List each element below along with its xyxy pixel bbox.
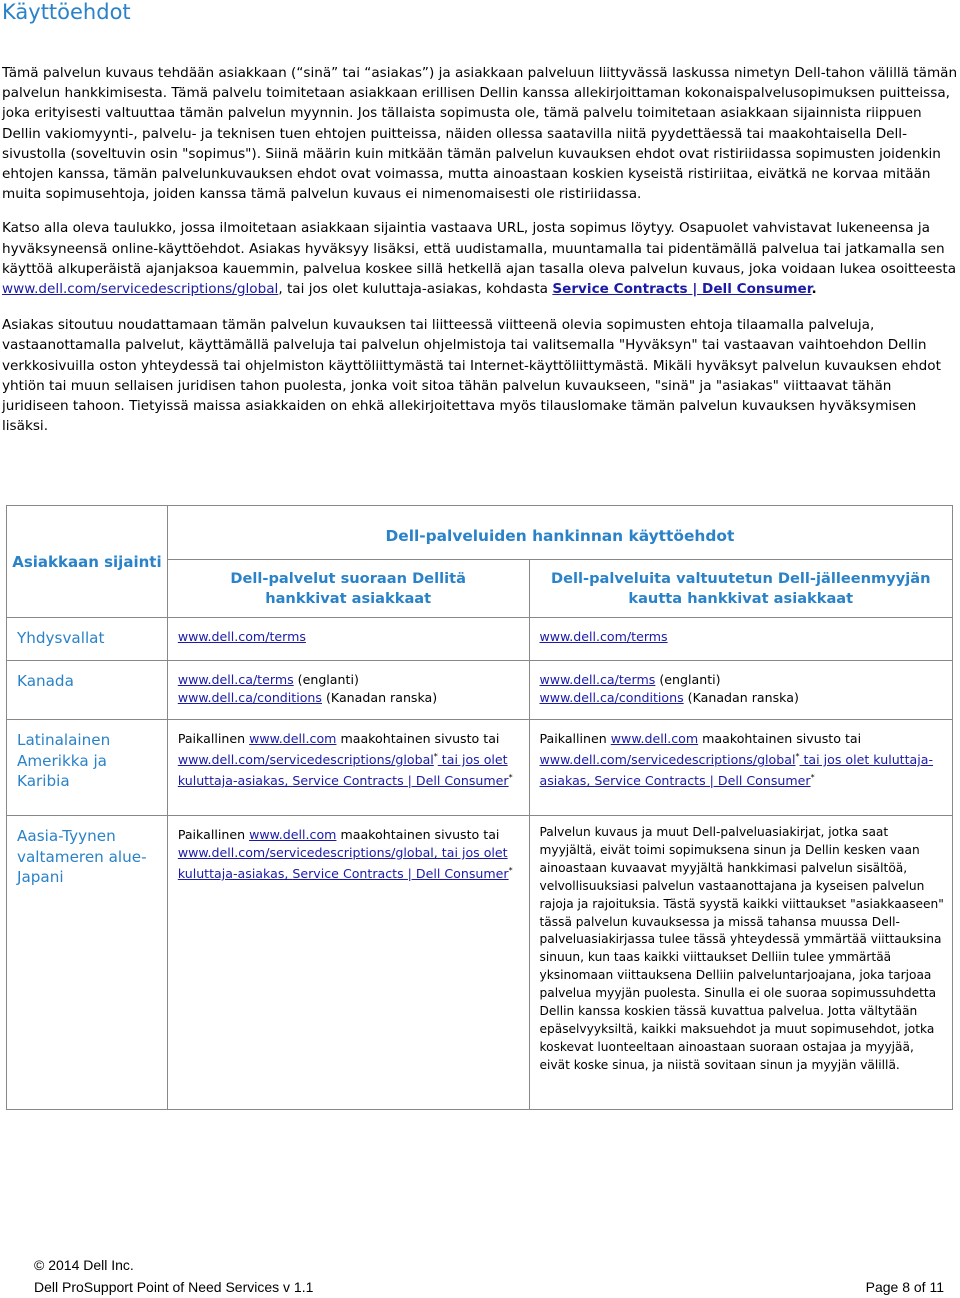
ca-reseller-note-fr: (Kanadan ranska) (683, 690, 799, 705)
location-ca: Kanada (17, 672, 74, 690)
footer-bar (34, 1279, 944, 1295)
latam-direct-mid: maakohtainen sivusto tai (336, 731, 500, 746)
latam-reseller-mid: maakohtainen sivusto tai (698, 731, 862, 746)
reseller-header-cell (529, 560, 953, 618)
ca-note-en: (englanti) (293, 672, 359, 687)
ca-terms-link[interactable]: www.dell.ca/terms (177, 672, 294, 687)
cell-apj-direct (168, 816, 529, 891)
location-header-cell (7, 506, 168, 618)
asterisk: * (508, 866, 513, 875)
location-us: Yhdysvallat (17, 629, 105, 647)
asterisk: * (810, 773, 815, 783)
table-row (7, 618, 953, 661)
ca-conditions-link[interactable]: www.dell.ca/conditions (177, 690, 322, 705)
direct-header-cell (167, 560, 529, 618)
group-header-cell (167, 506, 952, 560)
apj-direct-servicedescriptions-link[interactable]: www.dell.com/servicedescriptions/global, tai jos olet kuluttaja-asiakas, (177, 845, 508, 882)
reseller-header: Dell-palveluita valtuutetun Dell-jälleenmyyjän kautta hankkivat asiakkaat (551, 569, 931, 607)
cell-ca-direct (168, 661, 529, 715)
location-latam: Latinalainen Amerikka ja Karibia (17, 731, 111, 790)
cell-us-direct (168, 618, 529, 654)
table-row (7, 816, 953, 1110)
direct-header: Dell-palvelut suoraan Dellitä hankkivat asiakkaat (230, 569, 466, 607)
asterisk: * (508, 773, 513, 783)
latam-direct-prefix: Paikallinen (177, 731, 250, 746)
intro-section (2, 63, 959, 452)
cell-us-reseller (530, 618, 953, 654)
page-title: Käyttöehdot (2, 0, 131, 24)
asterisk: * (795, 752, 800, 761)
apj-direct-dell-link[interactable]: www.dell.com (249, 827, 337, 842)
intro-paragraph-1: Tämä palvelun kuvaus tehdään asiakkaan (“sinä” tai “asiakas”) ja asiakkaan palveluun liittyvässä laskussa nimetyn Dell-tahon välillä tämän palvelun hankkimisesta. Tämä palvelu toimitetaan asiakkaan erillisen Dellin kanssa allekirjoittaman kokonaispalvelusopimuksen puitteissa, joka erityisesti valtuuttaa tämän palvelun myynnin. Jos tällaista sopimusta ole, tämä palvelu toimitetaan asiakkaan sijainnista riippuen Dellin vakiomyynti-, palvelu- ja teknisen tuen ehtojen puitteissa, näiden ollessa saatavilla niitä pyydettäessä tai maakohtaisella Dell-sivustolla (soveltuvin osin "sopimus"). Siinä määrin kuin mitkään tämän palvelun kuvauksen ehdot ovat ristiriidassa sopimusten joidenkin ehtojen kanssa, tämän palvelunkuvauksen ehdot ovat voimassa, mutta ainoastaan koskien kyseistä ristiriitaa, eivätkä ne korvaa mitään muita sopimusehtoja, joiden kanssa tämä palvelun kuvaus ei nimenomaisesti ole ristiriidassa. (2, 65, 958, 203)
table-row (7, 720, 953, 816)
servicedescriptions-link[interactable]: www.dell.com/servicedescriptions/global (2, 281, 279, 298)
ca-note-fr: (Kanadan ranska) (321, 690, 438, 705)
footer-page-number: Page 8 of 11 (865, 1279, 944, 1295)
latam-reseller-consumer-text-link[interactable]: tai jos olet kuluttaja-asiakas, (539, 752, 934, 789)
asterisk: * (433, 752, 438, 761)
us-reseller-terms-link[interactable]: www.dell.com/terms (539, 629, 668, 644)
latam-direct-servicedescriptions-link[interactable]: www.dell.com/servicedescriptions/global (177, 752, 434, 768)
latam-direct-dell-link[interactable]: www.dell.com (249, 731, 337, 746)
us-direct-terms-link[interactable]: www.dell.com/terms (177, 629, 306, 644)
latam-reseller-service-contracts-link[interactable]: Service Contracts | Dell Consumer (594, 773, 811, 789)
intro-paragraph-2-end: . (811, 281, 817, 298)
footer-doc-title: Dell ProSupport Point of Need Services v 1.1 (34, 1279, 314, 1295)
table-row (7, 661, 953, 720)
latam-reseller-prefix: Paikallinen (539, 731, 611, 746)
intro-paragraph-2-text: Katso alla oleva taulukko, jossa ilmoitetaan asiakkaan sijaintia vastaava URL, josta sopimus löytyy. Osapuolet vahvistavat lukeneensa ja hyväksyneensä online-käyttöehdot. Asiakas hyväksyy lisäksi, että uudistamalla, muuntamalla tai pidentämällä palvelua tai jatkamalla sen käyttöä alkuperäistä ajanjaksoa kauemmin, palvelua koskee sillä hetkellä ajan tasalla oleva palvelun kuvaus, joka voidaan lukea osoitteesta (2, 220, 957, 277)
apj-direct-prefix: Paikallinen (177, 827, 250, 842)
location-header: Asiakkaan sijainti (12, 552, 162, 571)
ca-reseller-note-en: (englanti) (655, 672, 721, 687)
apj-direct-service-contracts-link[interactable]: Service Contracts | Dell Consumer (292, 866, 509, 882)
latam-reseller-servicedescriptions-link[interactable]: www.dell.com/servicedescriptions/global (539, 752, 796, 768)
intro-paragraph-3: Asiakas sitoutuu noudattamaan tämän palvelun kuvauksen tai liitteessä viitteenä olevia sopimusten ehtoja tilaamalla palveluja, vastaanottamalla palvelut, käyttämällä palveluja tai palvelun ohjelmistoja tai valitsemalla "Hyväksyn" tai vastaavan vaihtoehdon Dellin verkkosivuilla oston yhteydessä tai ohjelmiston käyttöliittymästä tai Internet-käyttöliittymästä. Mikäli hyväksyt palvelun kuvauksen ehdot yhtiön tai muun sellaisen juridisen tahon puolesta, jonka voit sitoa tähän palvelun kuvaukseen, "sinä" ja "asiakas" viittaavat tähän juridiseen tahoon. Tietyissä maissa asiakkaiden on ehkä allekirjoitettava myös tilauslomake tämän palvelun kuvauksen hyväksymisen lisäksi. (2, 317, 941, 435)
latam-direct-service-contracts-link[interactable]: Service Contracts | Dell Consumer (292, 773, 509, 789)
group-header: Dell-palveluiden hankinnan käyttöehdot (385, 526, 735, 545)
cell-apj-reseller: Palvelun kuvaus ja muut Dell-palveluasiakirjat, jotka saat myyjältä, eivät toimi sopimuksena sinun ja Dellin kesken vaan ainoastaan kuvaavat myyjältä hankkimasi palvelun sisältöä, velvollisuuksiasi palvelun vastaanottajana ja kyseisen palvelun rajoja ja rajoituksia. Tästä syystä kaikki viittaukset "asiakkaaseen" tässä palvelun kuvauksessa ja missä tahansa muussa Dell-palveluasiakirjassa tulee tässä yhteydessä ymmärtää viittauksina sinuun, kun taas kaikki viittaukset Delliin tulee ymmärtää yksinomaan viittauksena Delliin palveluntarjoajana, joka tarjoaa palvelua myyjän puolesta. Sinulla ei ole suoraa sopimussuhdetta Dellin kanssa koskien tässä kuvattua palvelua. Jotta vältytään epäselvyyksiltä, kaikki maksuehdot ja muut sopimusehdot, jotka koskevat luonteeltaan ainoastaan suoraan ostajaa ja myyjää, eivät koske sinua, ja niistä sovitaan sinun ja myyjän välillä. (539, 825, 944, 1072)
cell-latam-direct (168, 720, 529, 798)
service-contracts-link[interactable]: Service Contracts | Dell Consumer (552, 281, 812, 298)
apj-direct-mid: maakohtainen sivusto tai (336, 827, 500, 842)
cell-latam-reseller (530, 720, 953, 798)
terms-table (6, 505, 953, 1110)
intro-paragraph-2-mid: , tai jos olet kuluttaja-asiakas, kohdasta (278, 281, 549, 298)
ca-reseller-conditions-link[interactable]: www.dell.ca/conditions (539, 690, 684, 705)
ca-reseller-terms-link[interactable]: www.dell.ca/terms (539, 672, 656, 687)
intro-paragraph-2 (2, 218, 959, 299)
latam-direct-consumer-text-link[interactable]: tai jos olet kuluttaja-asiakas, (177, 752, 508, 789)
footer-copyright: © 2014 Dell Inc. (34, 1257, 134, 1273)
location-apj: Aasia-Tyynen valtameren alue-Japani (17, 827, 147, 886)
latam-reseller-dell-link[interactable]: www.dell.com (610, 731, 699, 746)
cell-ca-reseller (530, 661, 953, 715)
